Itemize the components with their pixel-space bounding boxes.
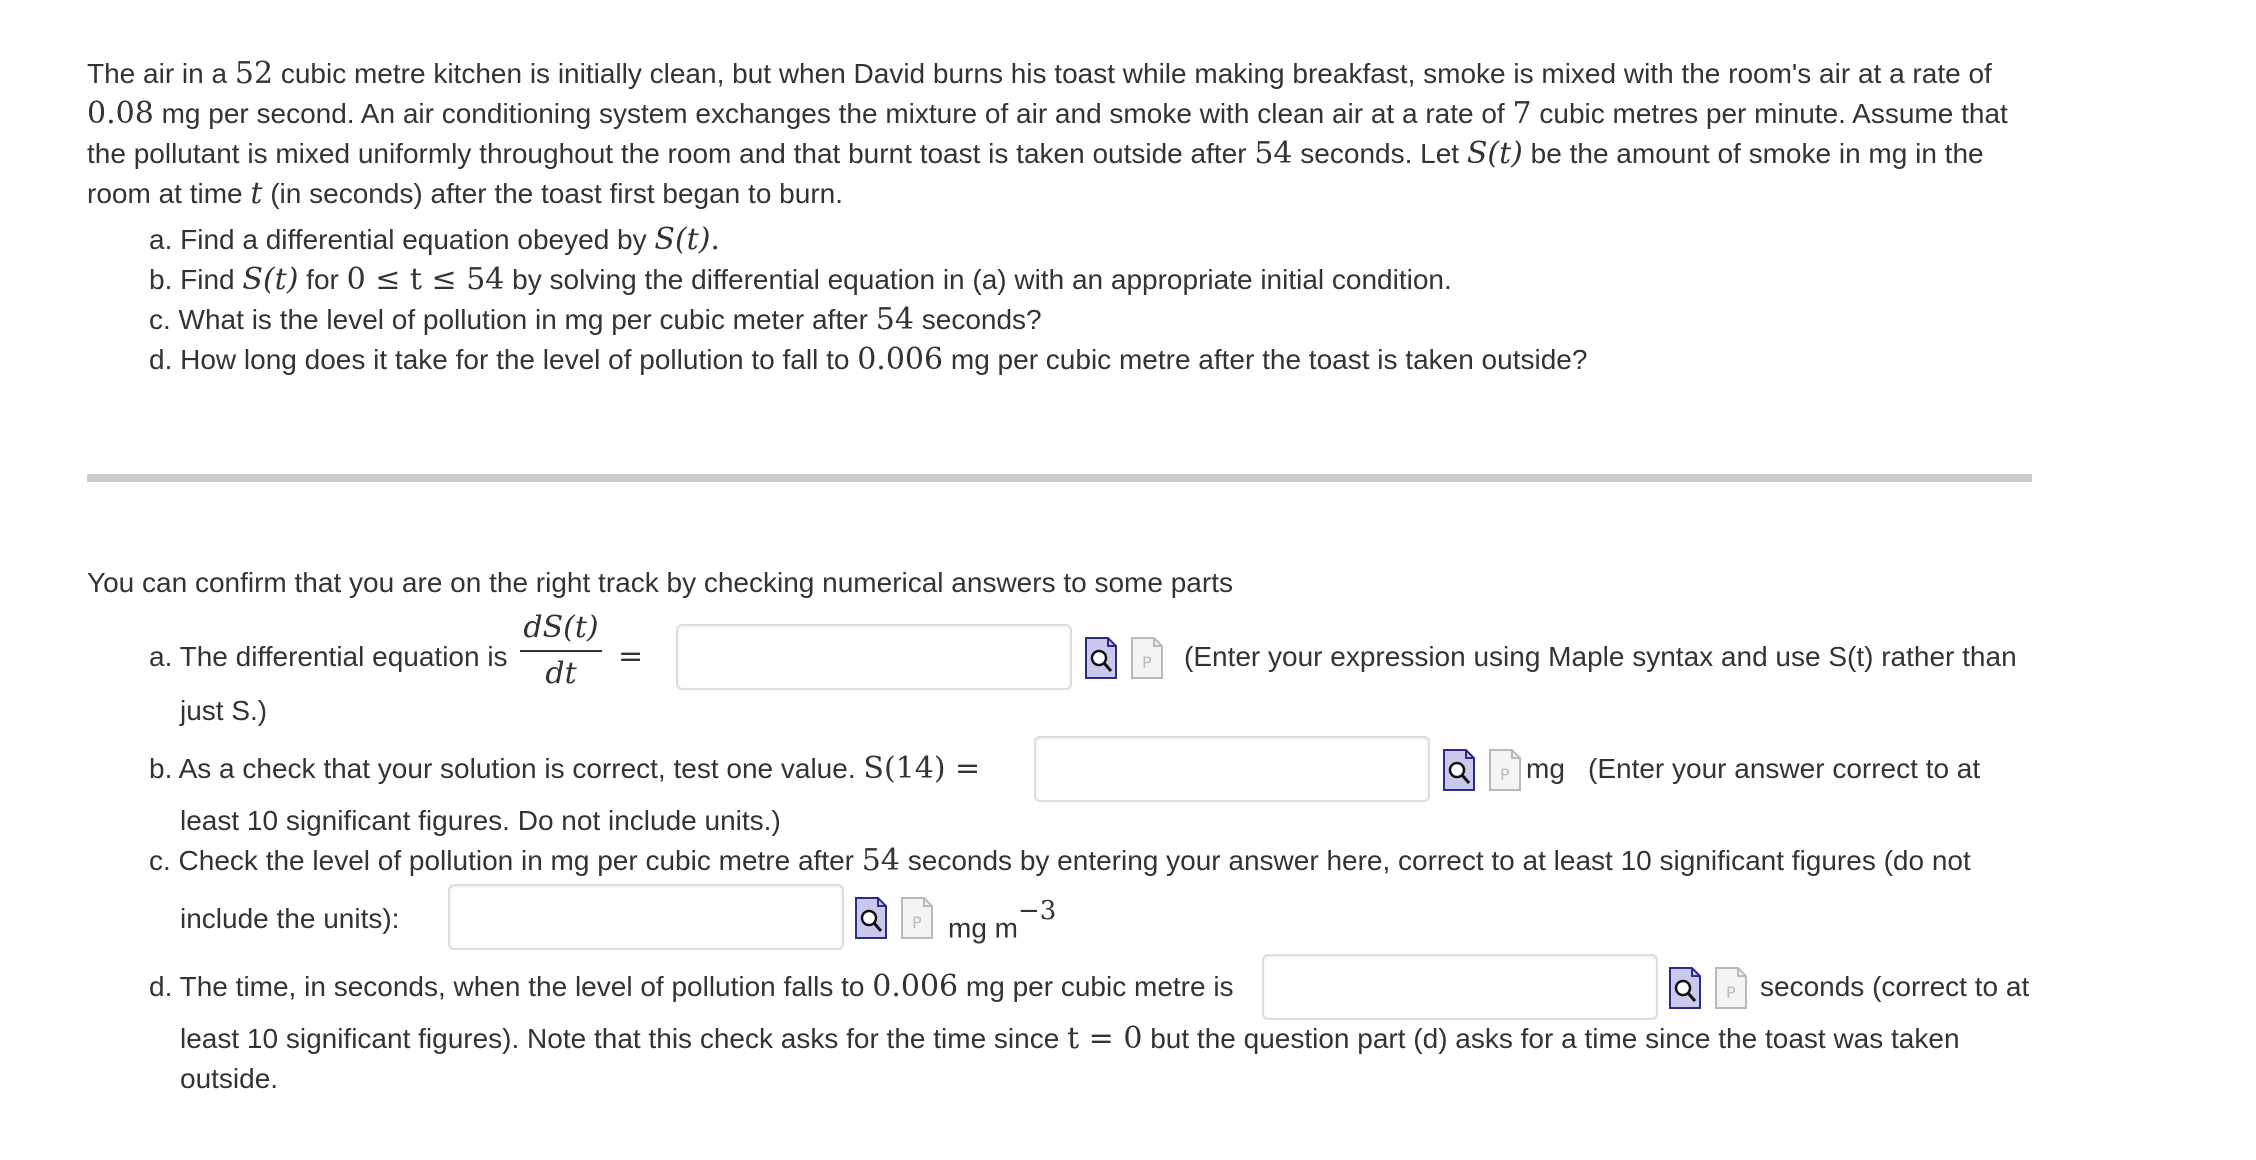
equals-sign: =	[618, 639, 644, 674]
hint-b-line-2: least 10 significant figures. Do not include units.)	[180, 805, 781, 836]
preview-magnifier-icon[interactable]	[1084, 636, 1118, 680]
t-var-math: t	[250, 176, 263, 211]
maple-syntax-icon[interactable]	[900, 896, 934, 940]
check-part-c-line-2: include the units):	[180, 903, 400, 934]
problem-part-b: b. Find S(t) for 0 ≤ t ≤ 54 by solving the differential equation in (a) with an appropriate initial condition.	[149, 262, 1452, 297]
toast-time: 54	[1254, 136, 1293, 171]
unit-c: mg $m^{-3}$	[948, 896, 1057, 944]
fraction-denominator: dt	[545, 656, 577, 691]
check-part-c-text: c. Check the level of pollution in mg per cubic metre after 54 seconds by entering your answer here, correct to at least 10 significant figures (do not	[149, 843, 1971, 878]
unit-d: seconds (correct to at	[1760, 971, 2030, 1002]
check-part-d-line-3: outside.	[180, 1063, 279, 1094]
check-part-d-text: d. The time, in seconds, when the level of pollution falls to 0.006 mg per cubic metre is	[149, 969, 1234, 1004]
s-of-t-math: S(t)	[1466, 136, 1523, 171]
maple-syntax-icon[interactable]	[1488, 748, 1522, 792]
unit-c-exponent: −3	[1018, 896, 1057, 926]
s14-math: S(14) =	[863, 751, 981, 786]
derivative-fraction	[520, 608, 602, 694]
room-volume: 52	[234, 56, 274, 91]
hint-a-line-1: (Enter your expression using Maple syntax and use S(t) rather than	[1184, 641, 2017, 672]
check-part-a-text: a. The differential equation is	[149, 641, 508, 672]
problem-parts-list	[149, 220, 2037, 380]
t-equals-zero-math: t = 0	[1067, 1021, 1143, 1056]
fraction-numerator: dS(t)	[523, 610, 599, 645]
check-part-b-text: b. As a check that your solution is correct, test one value. S(14) =	[149, 751, 981, 786]
section-divider	[87, 474, 2032, 482]
maple-syntax-icon[interactable]	[1714, 966, 1748, 1010]
answer-input-b[interactable]	[1034, 736, 1430, 802]
problem-part-c: c. What is the level of pollution in mg per cubic meter after 54 seconds?	[149, 302, 1042, 337]
exchange-rate: 7	[1512, 96, 1532, 131]
answer-input-c[interactable]	[448, 884, 844, 950]
problem-part-d: d. How long does it take for the level of pollution to fall to 0.006 mg per cubic metre after the toast is taken outside?	[149, 342, 1588, 377]
preview-magnifier-icon[interactable]	[1668, 966, 1702, 1010]
check-part-d-line-2: least 10 significant figures). Note that this check asks for the time since t = 0 but the question part (d) asks for a time since the toast was taken	[180, 1021, 1960, 1056]
smoke-rate: 0.08	[87, 96, 154, 131]
check-intro: You can confirm that you are on the right track by checking numerical answers to some parts	[87, 567, 1233, 598]
hint-b-line-1: (Enter your answer correct to at	[1588, 753, 1981, 784]
preview-magnifier-icon[interactable]	[854, 896, 888, 940]
problem-part-a: a. Find a differential equation obeyed by S(t).	[149, 222, 720, 257]
answer-input-d[interactable]	[1262, 954, 1658, 1020]
hint-a-line-2: just S.)	[180, 695, 268, 726]
maple-syntax-icon[interactable]	[1130, 636, 1164, 680]
fraction-bar	[520, 650, 602, 652]
unit-b: mg	[1526, 753, 1565, 784]
preview-magnifier-icon[interactable]	[1442, 748, 1476, 792]
answer-input-a[interactable]	[676, 624, 1072, 690]
problem-paragraph: The air in a 52 cubic metre kitchen is initially clean, but when David burns his toast while making breakfast, smoke is mixed with the room's air at a rate of 0.08 mg per second. An air conditioning system exchanges the mixture of air and smoke with clean air at a rate of 7 cubic metres per minute. Assume that the pollutant is mixed uniformly throughout the room and that burnt toast is taken outside after 54 seconds. Let S(t) be the amount of smoke in mg in the room at time t (in seconds) after the toast first began to burn.	[87, 56, 2008, 211]
svg-text:P: P	[1142, 653, 1152, 672]
svg-text:P: P	[1500, 765, 1510, 784]
svg-text:P: P	[1726, 983, 1736, 1002]
svg-text:P: P	[912, 913, 922, 932]
problem-statement	[87, 54, 2037, 380]
